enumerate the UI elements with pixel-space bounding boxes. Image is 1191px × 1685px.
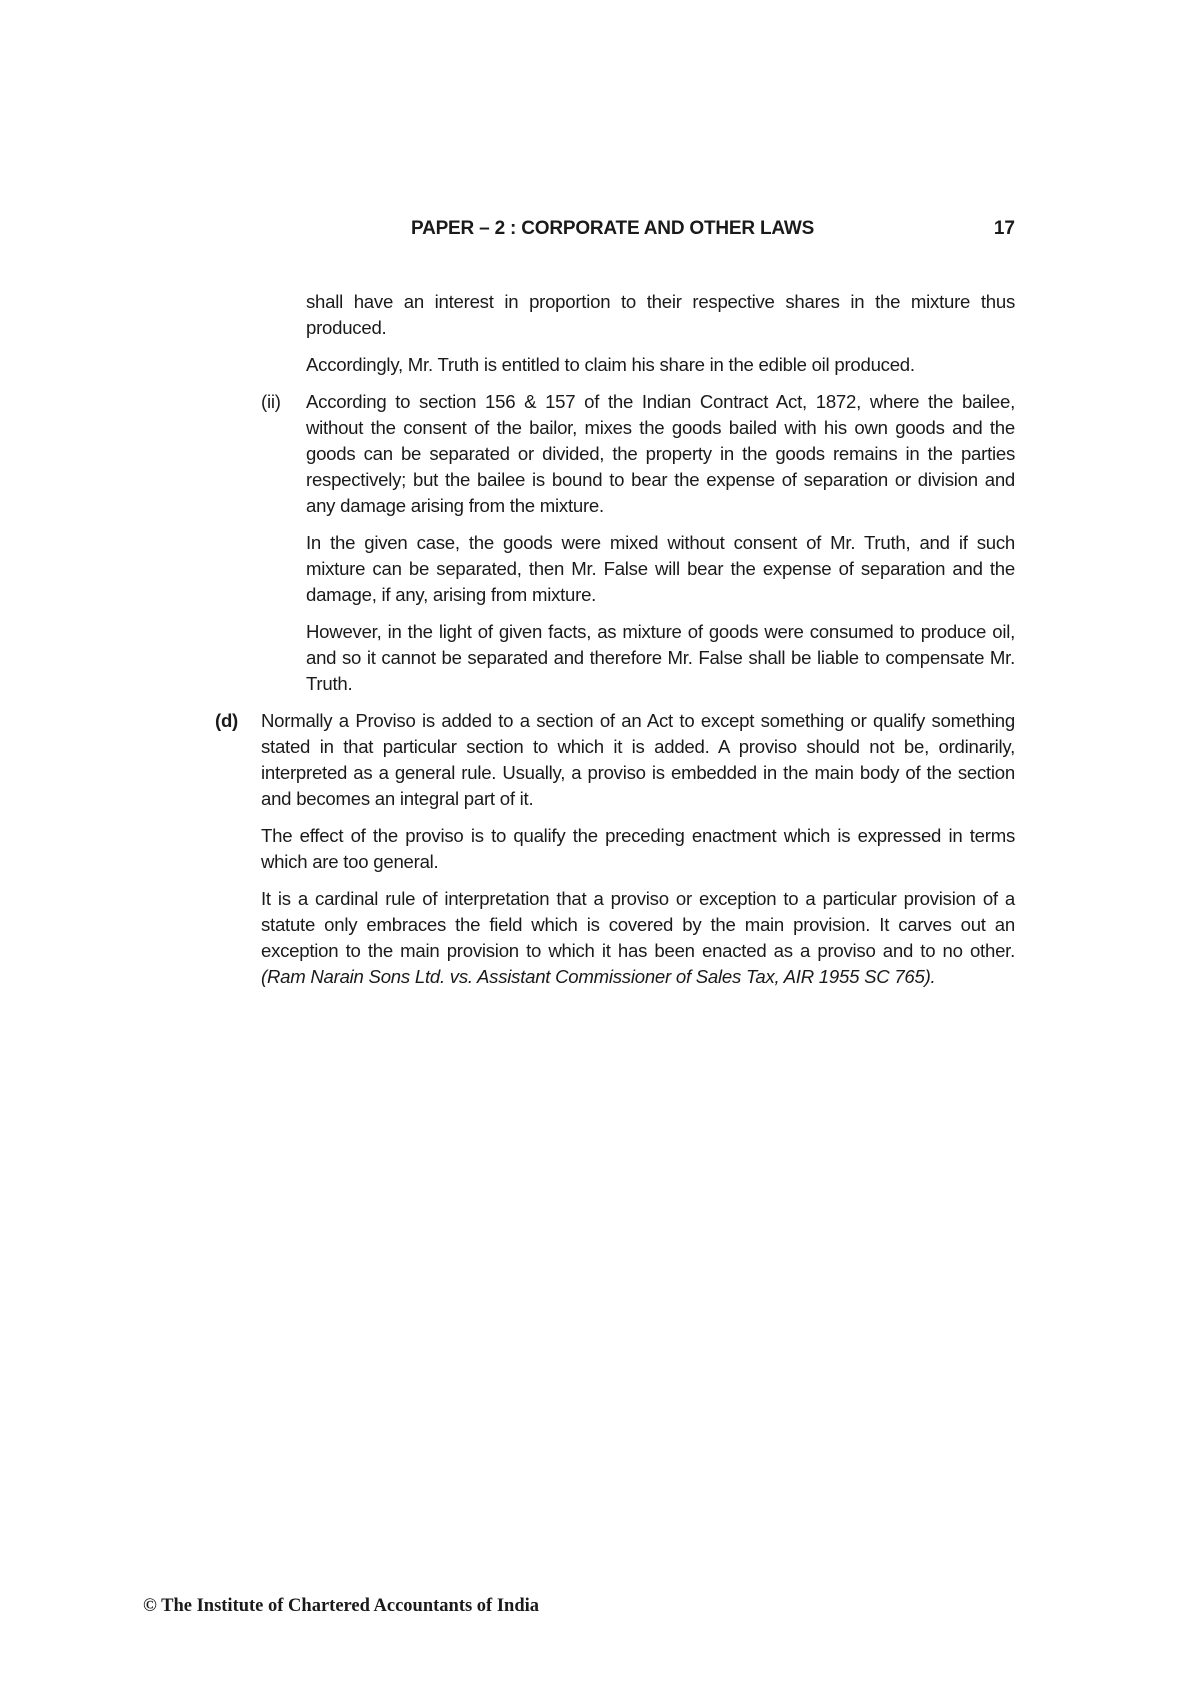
item-ii-paragraph-3: However, in the light of given facts, as mixture of goods were consumed to produce oil, and so it cannot be separated and therefore Mr. False shall be liable to compensate Mr. Truth. <box>306 621 1015 694</box>
page-header <box>411 218 1015 244</box>
paper-title: PAPER – 2 : CORPORATE AND OTHER LAWS <box>411 218 815 239</box>
footer-copyright: © The Institute of Chartered Accountants of India <box>143 1596 540 1616</box>
item-d-paragraph-3-text: It is a cardinal rule of interpretation that a proviso or exception to a particular provision of a statute only embraces the field which is covered by the main provision. It carves out an exception to the main provision to which it has been enacted as a proviso and to no other. <box>261 888 1015 961</box>
item-ii-label: (ii) <box>261 391 281 412</box>
item-ii-text: According to section 156 & 157 of the Indian Contract Act, 1872, where the bailee, without the consent of the bailor, mixes the goods bailed with his own goods and the goods can be separated or divided, the property in the goods remains in the parties respectively; but the bailee is bound to bear the expense of separation or division and any damage arising from the mixture. <box>306 391 1015 516</box>
case-citation: (Ram Narain Sons Ltd. vs. Assistant Commissioner of Sales Tax, AIR 1955 SC 765). <box>261 966 936 987</box>
list-item-d <box>215 708 1015 812</box>
list-item-ii <box>261 389 1015 519</box>
continuation-paragraph: shall have an interest in proportion to their respective shares in the mixture thus produced. <box>306 291 1015 338</box>
accordingly-paragraph: Accordingly, Mr. Truth is entitled to claim his share in the edible oil produced. <box>306 354 915 375</box>
item-d-paragraph-2: The effect of the proviso is to qualify the preceding enactment which is expressed in terms which are too general. <box>261 825 1015 872</box>
item-d-label: (d) <box>215 710 238 731</box>
page-content <box>215 289 1015 1001</box>
item-ii-paragraph-2: In the given case, the goods were mixed without consent of Mr. Truth, and if such mixture can be separated, then Mr. False will bear the expense of separation and the damage, if any, arising from mixture. <box>306 532 1015 605</box>
item-d-text: Normally a Proviso is added to a section of an Act to except something or qualify something stated in that particular section to which it is added. A proviso should not be, ordinarily, interpreted as a general rule. Usually, a proviso is embedded in the main body of the section and becomes an integral part of it. <box>261 710 1015 809</box>
page-number: 17 <box>993 218 1015 239</box>
item-d-paragraph-3 <box>261 886 1015 990</box>
